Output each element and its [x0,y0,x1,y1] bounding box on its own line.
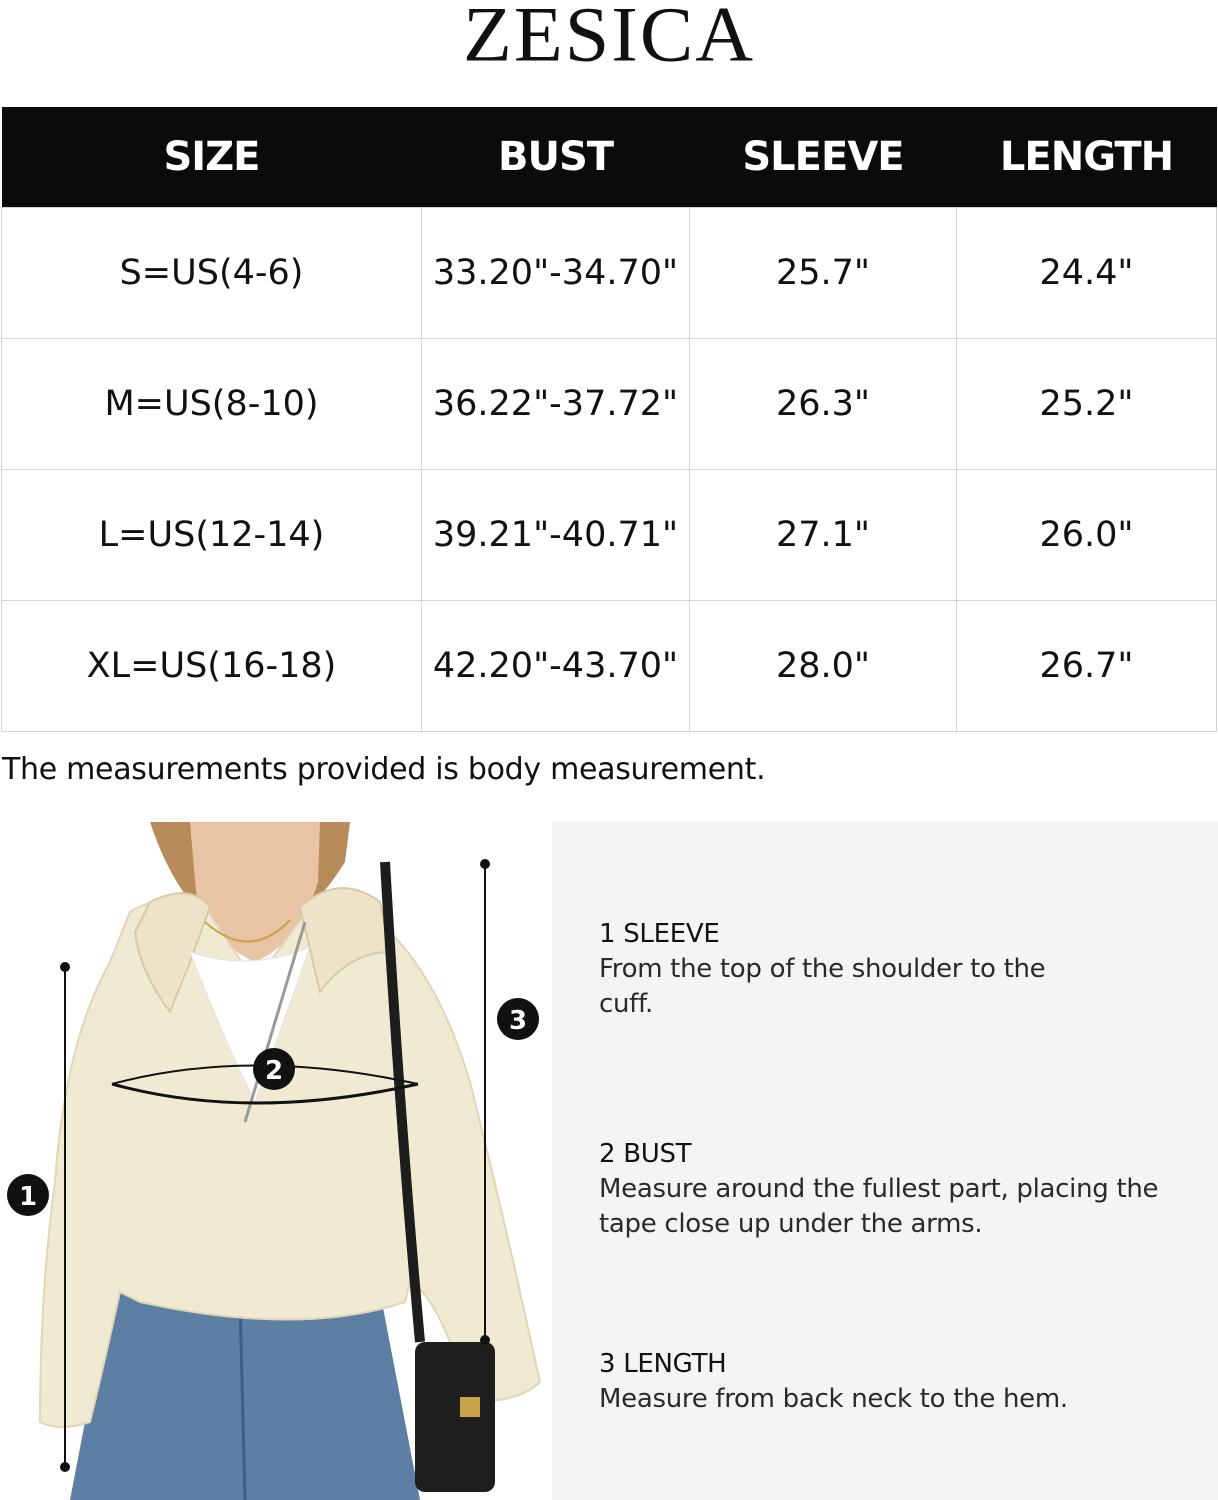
marker-1-label: 1 [18,1182,38,1212]
cell-sleeve: 26.3" [690,339,957,470]
marker-2-label: 2 [264,1056,284,1086]
length-guide-title: 3 LENGTH [599,1349,727,1379]
cell-bust: 33.20"-34.70" [422,208,690,339]
cell-size: L=US(12-14) [2,470,422,601]
bust-guide-title: 2 BUST [599,1139,692,1169]
table-row [2,601,1217,732]
bust-guide [599,1137,1179,1242]
length-guide [599,1347,1179,1417]
brand-logo [0,0,1218,100]
marker-3 [497,998,539,1040]
header-length: LENGTH [957,107,1217,208]
table-header-row [2,107,1217,208]
bust-guide-desc: Measure around the fullest part, placing the tape close up under the arms. [599,1174,1159,1239]
sleeve-guide [599,917,1179,1022]
cell-length: 25.2" [957,339,1217,470]
header-sleeve: SLEEVE [690,107,957,208]
header-bust: BUST [422,107,690,208]
model-photo [0,822,552,1500]
size-chart-table [1,107,1217,732]
cell-sleeve: 28.0" [690,601,957,732]
cell-length: 26.0" [957,470,1217,601]
cell-size: M=US(8-10) [2,339,422,470]
cell-bust: 39.21"-40.71" [422,470,690,601]
brand-name: ZESICA [463,0,755,79]
cell-sleeve: 25.7" [690,208,957,339]
marker-3-label: 3 [508,1006,528,1036]
table-row [2,208,1217,339]
table-row [2,470,1217,601]
cell-length: 24.4" [957,208,1217,339]
sleeve-guide-title: 1 SLEEVE [599,919,720,949]
table-row [2,339,1217,470]
cell-length: 26.7" [957,601,1217,732]
cell-bust: 36.22"-37.72" [422,339,690,470]
measure-guide-panel [552,822,1218,1500]
handbag-shape [415,1342,495,1492]
cell-size: S=US(4-6) [2,208,422,339]
cell-bust: 42.20"-43.70" [422,601,690,732]
cell-size: XL=US(16-18) [2,601,422,732]
marker-2 [253,1048,295,1090]
cell-sleeve: 27.1" [690,470,957,601]
length-guide-desc: Measure from back neck to the hem. [599,1384,1068,1414]
header-size: SIZE [2,107,422,208]
sleeve-guide-desc: From the top of the shoulder to the cuff. [599,954,1046,1019]
marker-1 [7,1174,49,1216]
measurement-note: The measurements provided is body measurement. [2,752,766,787]
